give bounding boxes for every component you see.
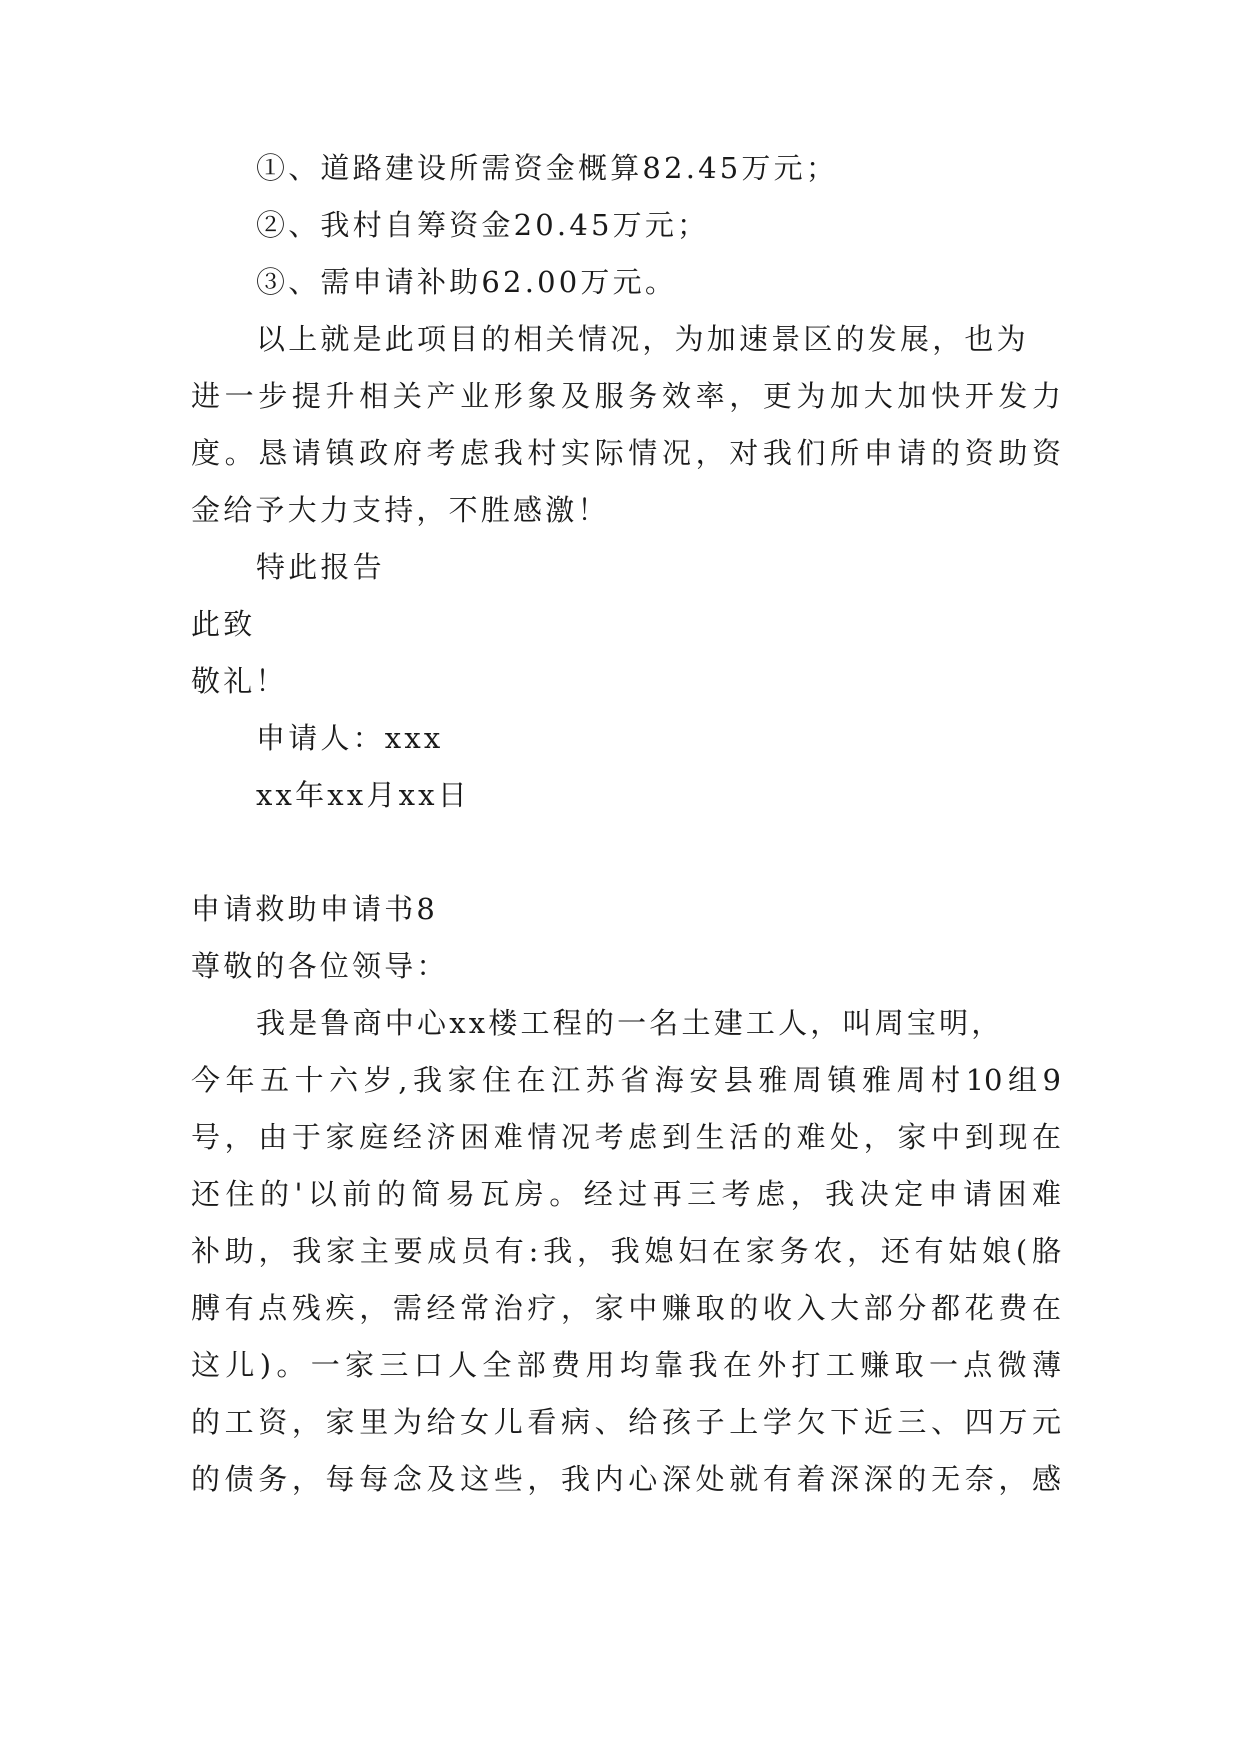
summary-line-4: 金给予大力支持，不胜感激！	[191, 493, 610, 527]
body-line-6: 膊有点残疾，需经常治疗，家中赚取的收入大部分都花费在	[191, 1291, 1061, 1325]
summary-line-1: 以上就是此项目的相关情况，为加速景区的发展，也为	[256, 322, 1029, 356]
body-line-8: 的工资，家里为给女儿看病、给孩子上学欠下近三、四万元	[191, 1405, 1061, 1439]
greeting: 尊敬的各位领导：	[191, 949, 449, 983]
funding-item-1: ①、道路建设所需资金概算82.45万元；	[256, 151, 839, 185]
body-line-3: 号，由于家庭经济困难情况考虑到生活的难处，家中到现在	[191, 1120, 1061, 1154]
funding-item-2: ②、我村自筹资金20.45万元；	[256, 208, 710, 242]
body-line-7: 这儿)。一家三口人全部费用均靠我在外打工赚取一点微薄	[191, 1348, 1061, 1382]
application-date: xx年xx月xx日	[256, 778, 470, 812]
body-line-2: 今年五十六岁,我家住在江苏省海安县雅周镇雅周村10组9	[191, 1063, 1061, 1097]
body-line-9: 的债务，每每念及这些，我内心深处就有着深深的无奈，感	[191, 1462, 1061, 1496]
closing-report: 特此报告	[256, 550, 385, 584]
section-title: 申请救助申请书8	[191, 892, 439, 926]
applicant-signature: 申请人：xxx	[256, 721, 444, 755]
salutation-line-1: 此致	[191, 607, 256, 641]
funding-item-3: ③、需申请补助62.00万元。	[256, 265, 678, 299]
summary-line-3: 度。恳请镇政府考虑我村实际情况，对我们所申请的资助资	[191, 436, 1061, 470]
summary-line-2: 进一步提升相关产业形象及服务效率，更为加大加快开发力	[191, 379, 1061, 413]
body-line-5: 补助，我家主要成员有:我，我媳妇在家务农，还有姑娘(胳	[191, 1234, 1061, 1268]
body-line-4: 还住的'以前的简易瓦房。经过再三考虑，我决定申请困难	[191, 1177, 1061, 1211]
body-line-1: 我是鲁商中心xx楼工程的一名土建工人，叫周宝明，	[256, 1006, 1004, 1040]
salutation-line-2: 敬礼！	[191, 664, 288, 698]
